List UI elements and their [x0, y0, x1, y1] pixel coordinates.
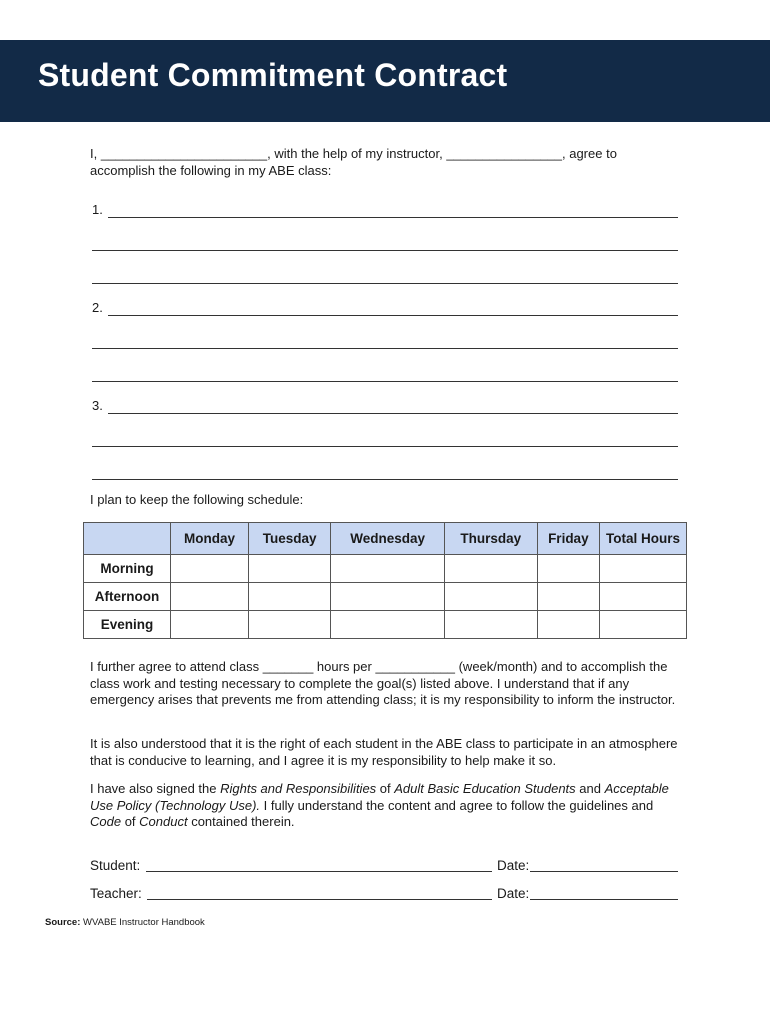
intro-line-1: I, _______________________, with the help of my instructor, ________________, agree to	[90, 146, 617, 161]
cell-afternoon-thursday[interactable]	[444, 583, 537, 611]
cell-evening-total[interactable]	[600, 611, 687, 639]
col-monday: Monday	[171, 523, 249, 555]
intro-paragraph	[90, 145, 680, 179]
goal-1-line-2[interactable]	[92, 234, 680, 254]
title-banner	[0, 40, 770, 122]
teacher-date-label: Date:	[497, 886, 530, 901]
goal-1-number: 1.	[92, 202, 103, 217]
goal-2-blank	[108, 315, 678, 316]
schedule-row-morning	[84, 555, 687, 583]
row-label-morning: Morning	[84, 555, 171, 583]
cell-evening-friday[interactable]	[537, 611, 599, 639]
goal-3-number: 3.	[92, 398, 103, 413]
goal-3-blank	[108, 413, 678, 414]
cell-morning-tuesday[interactable]	[249, 555, 331, 583]
source-note	[45, 917, 205, 928]
cell-morning-monday[interactable]	[171, 555, 249, 583]
cell-morning-thursday[interactable]	[444, 555, 537, 583]
student-label: Student:	[90, 858, 141, 873]
student-date-label: Date:	[497, 858, 530, 873]
goal-3-line-2[interactable]	[92, 430, 680, 450]
schedule-row-evening	[84, 611, 687, 639]
schedule-table	[83, 522, 687, 639]
attendance-paragraph: I further agree to attend class _______ hours per ___________ (week/month) and to accomplish the class work and testing necessary to complete the goal(s) listed above. I understand that if any emergency arises that prevents me from attending class; it is my responsibility to inform the instructor.	[90, 659, 676, 707]
student-signature-row	[90, 857, 680, 877]
cell-afternoon-total[interactable]	[600, 583, 687, 611]
col-total-hours: Total Hours	[600, 523, 687, 555]
goal-2-number: 2.	[92, 300, 103, 315]
schedule-row-afternoon	[84, 583, 687, 611]
col-friday: Friday	[537, 523, 599, 555]
teacher-date-field[interactable]	[530, 899, 678, 900]
col-tuesday: Tuesday	[249, 523, 331, 555]
row-label-afternoon: Afternoon	[84, 583, 171, 611]
cell-morning-total[interactable]	[600, 555, 687, 583]
teacher-signature-field[interactable]	[147, 899, 492, 900]
goal-3-line-3[interactable]	[92, 463, 680, 483]
teacher-label: Teacher:	[90, 886, 142, 901]
cell-afternoon-monday[interactable]	[171, 583, 249, 611]
policy-paragraph: I have also signed the Rights and Responsibilities of Adult Basic Education Students and Acceptable Use Policy (Technology Use). I fully understand the content and agree to follow the guidelines and Code of Conduct contained therein.	[90, 781, 669, 829]
goal-2-line-3[interactable]	[92, 365, 680, 385]
cell-evening-monday[interactable]	[171, 611, 249, 639]
cell-afternoon-tuesday[interactable]	[249, 583, 331, 611]
schedule-corner-cell	[84, 523, 171, 555]
cell-morning-wednesday[interactable]	[331, 555, 445, 583]
schedule-label: I plan to keep the following schedule:	[90, 492, 304, 507]
goal-1-line[interactable]	[92, 201, 680, 221]
goal-2-line-2[interactable]	[92, 332, 680, 352]
teacher-signature-row	[90, 885, 680, 905]
goal-1-blank	[108, 217, 678, 218]
rights-link-text: Rights and Responsibilities	[220, 781, 377, 796]
goal-2-line[interactable]	[92, 299, 680, 319]
cell-evening-tuesday[interactable]	[249, 611, 331, 639]
col-thursday: Thursday	[444, 523, 537, 555]
cell-evening-thursday[interactable]	[444, 611, 537, 639]
goal-1-line-3[interactable]	[92, 267, 680, 287]
col-wednesday: Wednesday	[331, 523, 445, 555]
cell-morning-friday[interactable]	[537, 555, 599, 583]
goal-3-line[interactable]	[92, 397, 680, 417]
cell-afternoon-friday[interactable]	[537, 583, 599, 611]
schedule-header-row	[84, 523, 687, 555]
cell-afternoon-wednesday[interactable]	[331, 583, 445, 611]
cell-evening-wednesday[interactable]	[331, 611, 445, 639]
source-text: WVABE Instructor Handbook	[83, 917, 205, 928]
page-title: Student Commitment Contract	[38, 57, 508, 93]
row-label-evening: Evening	[84, 611, 171, 639]
learning-atmosphere-paragraph: It is also understood that it is the right of each student in the ABE class to participate in an atmosphere that is conducive to learning, and I agree it is my responsibility to help make it so.	[90, 736, 678, 768]
source-label: Source:	[45, 917, 81, 928]
student-signature-field[interactable]	[146, 871, 492, 872]
intro-line-2: accomplish the following in my ABE class:	[90, 163, 332, 178]
student-date-field[interactable]	[530, 871, 678, 872]
